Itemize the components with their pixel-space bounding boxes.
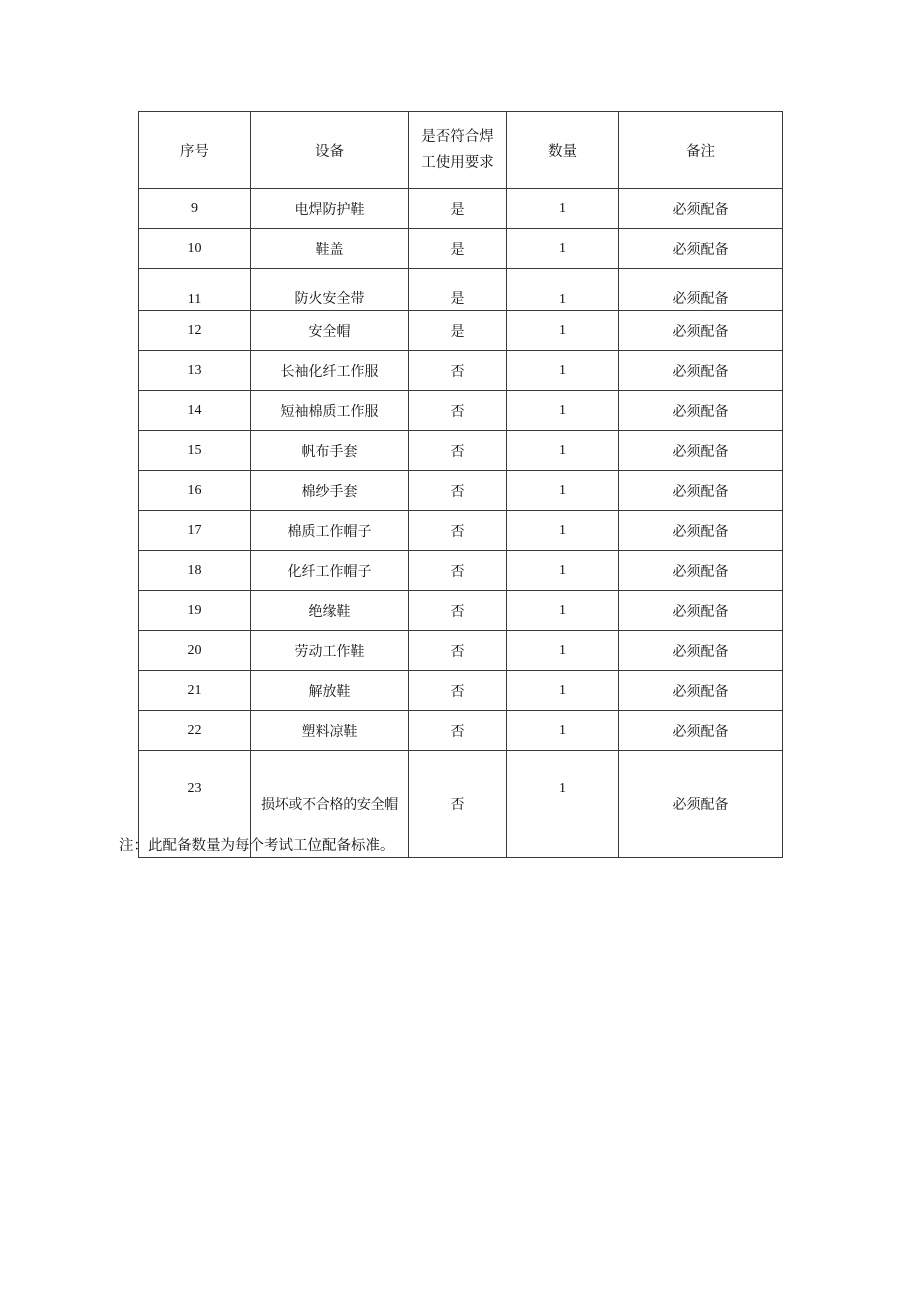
cell-qty: 1: [507, 431, 619, 471]
table-row: [139, 189, 783, 229]
cell-device: 帆布手套: [251, 431, 409, 471]
cell-device: 长袖化纤工作服: [251, 351, 409, 391]
table-row: [139, 269, 783, 311]
cell-check: 是: [409, 229, 507, 269]
cell-check: 否: [409, 671, 507, 711]
cell-qty: 1: [507, 391, 619, 431]
cell-device: 绝缘鞋: [251, 591, 409, 631]
table-row: [139, 591, 783, 631]
table-row: [139, 711, 783, 751]
cell-remark: 必须配备: [619, 189, 783, 229]
header-check-line1: 是否符合焊: [421, 129, 494, 145]
cell-check: 是: [409, 189, 507, 229]
cell-check: 否: [409, 711, 507, 751]
header-check-line2: 工使用要求: [421, 155, 494, 171]
cell-check: 否: [409, 591, 507, 631]
cell-seq: 20: [139, 631, 251, 671]
table-row: [139, 391, 783, 431]
cell-check: 否: [409, 391, 507, 431]
cell-check: 否: [409, 751, 507, 858]
cell-check: 是: [409, 311, 507, 351]
cell-remark: 必须配备: [619, 391, 783, 431]
cell-remark: 必须配备: [619, 671, 783, 711]
cell-qty: 1: [507, 551, 619, 591]
cell-seq: 12: [139, 311, 251, 351]
cell-check: 否: [409, 511, 507, 551]
cell-seq: 10: [139, 229, 251, 269]
cell-seq: 14: [139, 391, 251, 431]
cell-qty: 1: [507, 591, 619, 631]
table-row: [139, 631, 783, 671]
cell-qty: 1: [507, 189, 619, 229]
cell-remark: 必须配备: [619, 551, 783, 591]
cell-qty: 1: [507, 229, 619, 269]
cell-seq: 21: [139, 671, 251, 711]
cell-check: 否: [409, 351, 507, 391]
cell-seq: 18: [139, 551, 251, 591]
cell-seq: 15: [139, 431, 251, 471]
table-row: [139, 229, 783, 269]
cell-device: 防火安全带: [251, 269, 409, 311]
cell-remark: 必须配备: [619, 431, 783, 471]
table-row: [139, 671, 783, 711]
cell-seq: 17: [139, 511, 251, 551]
cell-remark: 必须配备: [619, 311, 783, 351]
equipment-table: [138, 111, 783, 858]
header-device: 设备: [251, 112, 409, 189]
cell-device: 电焊防护鞋: [251, 189, 409, 229]
cell-qty: 1: [507, 711, 619, 751]
cell-qty: 1: [507, 751, 619, 858]
cell-remark: 必须配备: [619, 631, 783, 671]
cell-device: 解放鞋: [251, 671, 409, 711]
cell-qty: 1: [507, 671, 619, 711]
cell-remark: 必须配备: [619, 511, 783, 551]
cell-remark: 必须配备: [619, 269, 783, 311]
table-footnote: 注：此配备数量为每个考试工位配备标准。: [119, 838, 395, 854]
cell-device: 棉质工作帽子: [251, 511, 409, 551]
table-row: [139, 511, 783, 551]
cell-qty: 1: [507, 511, 619, 551]
cell-seq: 23: [139, 751, 251, 858]
table-row: [139, 551, 783, 591]
cell-remark: 必须配备: [619, 471, 783, 511]
table-row: [139, 431, 783, 471]
cell-qty: 1: [507, 471, 619, 511]
cell-device: 塑料凉鞋: [251, 711, 409, 751]
cell-device: 劳动工作鞋: [251, 631, 409, 671]
cell-check: 否: [409, 631, 507, 671]
cell-device: 棉纱手套: [251, 471, 409, 511]
header-seq: 序号: [139, 112, 251, 189]
cell-device: 化纤工作帽子: [251, 551, 409, 591]
cell-device: 损坏或不合格的安全帽: [251, 751, 409, 858]
cell-device: 短袖棉质工作服: [251, 391, 409, 431]
cell-qty: 1: [507, 631, 619, 671]
cell-qty: 1: [507, 269, 619, 311]
table-row: [139, 311, 783, 351]
cell-check: 否: [409, 551, 507, 591]
cell-seq: 22: [139, 711, 251, 751]
cell-seq: 19: [139, 591, 251, 631]
header-remark: 备注: [619, 112, 783, 189]
table-row: [139, 351, 783, 391]
cell-device: 鞋盖: [251, 229, 409, 269]
cell-seq: 13: [139, 351, 251, 391]
cell-remark: 必须配备: [619, 591, 783, 631]
cell-seq: 11: [139, 269, 251, 311]
cell-qty: 1: [507, 311, 619, 351]
header-welder-suitability: [409, 112, 507, 189]
table-row: [139, 471, 783, 511]
cell-check: 否: [409, 431, 507, 471]
cell-remark: 必须配备: [619, 351, 783, 391]
cell-remark: 必须配备: [619, 229, 783, 269]
cell-remark: 必须配备: [619, 751, 783, 858]
cell-check: 是: [409, 269, 507, 311]
header-quantity: 数量: [507, 112, 619, 189]
cell-device: 安全帽: [251, 311, 409, 351]
cell-seq: 9: [139, 189, 251, 229]
table-header-row: [139, 112, 783, 189]
cell-qty: 1: [507, 351, 619, 391]
cell-remark: 必须配备: [619, 711, 783, 751]
cell-seq: 16: [139, 471, 251, 511]
cell-check: 否: [409, 471, 507, 511]
